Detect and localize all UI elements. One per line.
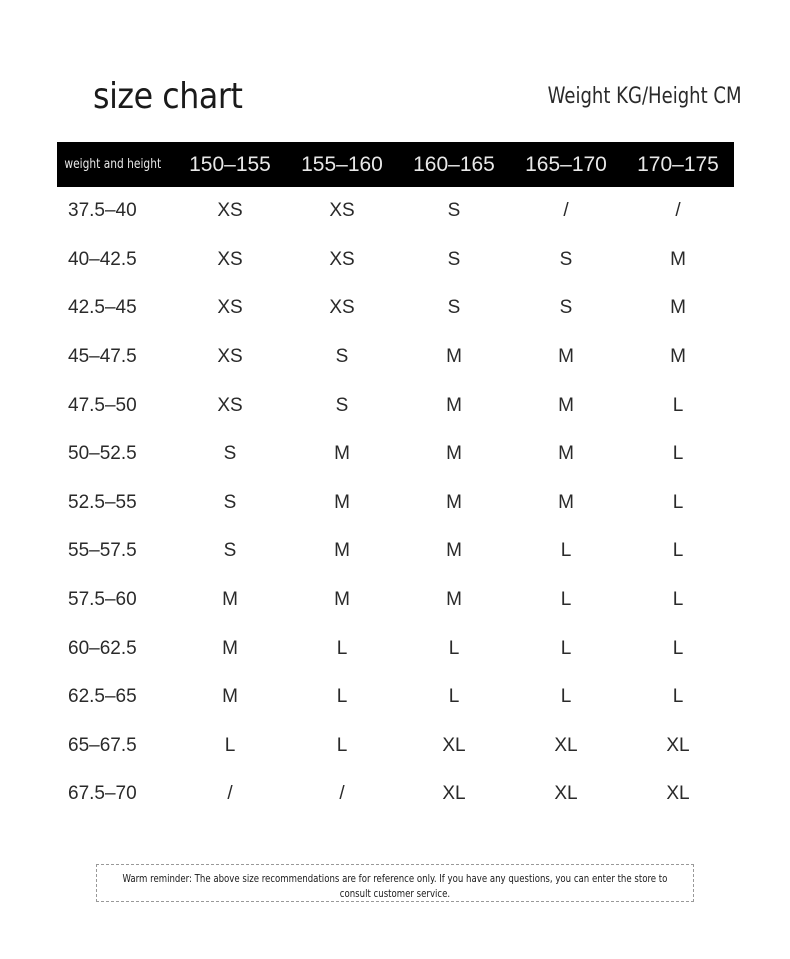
size-cell: L <box>672 686 684 708</box>
size-cell: / <box>339 783 345 805</box>
table-row <box>57 770 734 819</box>
weight-range-cell: 37.5–40 <box>68 200 137 222</box>
size-cell: M <box>446 346 462 368</box>
weight-range-cell: 47.5–50 <box>68 394 137 416</box>
size-cell: XL <box>666 734 690 756</box>
size-cell: XS <box>217 248 243 270</box>
size-cell: L <box>336 734 348 756</box>
table-row <box>57 479 734 528</box>
size-cell: S <box>447 248 461 270</box>
weight-range-cell: 50–52.5 <box>68 443 137 465</box>
size-cell: M <box>334 491 350 513</box>
header-height-160-165: 160–165 <box>413 152 495 176</box>
weight-range-cell: 60–62.5 <box>68 637 137 659</box>
table-row <box>57 624 734 673</box>
size-cell: L <box>560 637 572 659</box>
size-cell: L <box>672 443 684 465</box>
size-cell: M <box>558 443 574 465</box>
size-cell: S <box>447 297 461 319</box>
size-table-body <box>57 187 734 819</box>
table-row <box>57 576 734 625</box>
size-cell: XS <box>329 248 355 270</box>
size-cell: M <box>670 248 686 270</box>
weight-range-cell: 55–57.5 <box>68 540 137 562</box>
size-cell: M <box>446 589 462 611</box>
table-row <box>57 236 734 285</box>
size-cell: S <box>335 346 349 368</box>
table-row <box>57 381 734 430</box>
page-title: size chart <box>93 76 243 117</box>
size-cell: M <box>446 443 462 465</box>
warm-reminder-text: Warm reminder: The above size recommendations are for reference only. If you have any questions, you can enter the store to consult customer service. <box>122 872 668 900</box>
header-height-155-160: 155–160 <box>301 152 383 176</box>
size-cell: S <box>335 394 349 416</box>
table-row <box>57 527 734 576</box>
size-cell: M <box>670 346 686 368</box>
table-row <box>57 284 734 333</box>
size-cell: XS <box>217 394 243 416</box>
units-subtitle: Weight KG/Height CM <box>547 84 742 109</box>
weight-range-cell: 52.5–55 <box>68 491 137 513</box>
size-cell: L <box>560 589 572 611</box>
size-cell: XL <box>554 734 578 756</box>
size-cell: M <box>558 491 574 513</box>
table-row <box>57 430 734 479</box>
size-cell: M <box>558 394 574 416</box>
size-cell: M <box>558 346 574 368</box>
weight-range-cell: 42.5–45 <box>68 297 137 319</box>
size-cell: M <box>334 443 350 465</box>
size-cell: M <box>334 540 350 562</box>
size-cell: S <box>223 443 237 465</box>
size-cell: XS <box>329 200 355 222</box>
size-cell: M <box>446 394 462 416</box>
weight-range-cell: 40–42.5 <box>68 248 137 270</box>
size-cell: L <box>672 589 684 611</box>
size-cell: M <box>446 491 462 513</box>
warm-reminder-note <box>96 864 694 902</box>
table-header <box>57 142 734 187</box>
size-cell: XS <box>217 346 243 368</box>
size-cell: L <box>224 734 236 756</box>
weight-range-cell: 67.5–70 <box>68 783 137 805</box>
size-cell: L <box>560 686 572 708</box>
weight-range-cell: 57.5–60 <box>68 589 137 611</box>
size-cell: L <box>672 491 684 513</box>
header-height-150-155: 150–155 <box>189 152 271 176</box>
size-cell: L <box>336 686 348 708</box>
weight-range-cell: 45–47.5 <box>68 346 137 368</box>
size-cell: XS <box>217 200 243 222</box>
weight-range-cell: 62.5–65 <box>68 686 137 708</box>
size-cell: S <box>559 248 573 270</box>
size-cell: L <box>672 637 684 659</box>
size-cell: M <box>334 589 350 611</box>
table-row <box>57 333 734 382</box>
corner-label: weight and height <box>64 157 162 172</box>
weight-range-cell: 65–67.5 <box>68 734 137 756</box>
size-cell: XS <box>217 297 243 319</box>
size-cell: XL <box>442 783 466 805</box>
size-cell: L <box>336 637 348 659</box>
size-cell: XL <box>442 734 466 756</box>
size-cell: XS <box>329 297 355 319</box>
size-cell: L <box>448 637 460 659</box>
size-cell: S <box>447 200 461 222</box>
size-cell: M <box>446 540 462 562</box>
size-cell: XL <box>554 783 578 805</box>
size-cell: XL <box>666 783 690 805</box>
size-cell: S <box>223 491 237 513</box>
table-row <box>57 722 734 771</box>
size-cell: L <box>560 540 572 562</box>
size-cell: S <box>223 540 237 562</box>
size-cell: L <box>672 394 684 416</box>
size-cell: S <box>559 297 573 319</box>
table-row <box>57 187 734 236</box>
table-row <box>57 673 734 722</box>
size-cell: M <box>222 637 238 659</box>
size-cell: M <box>222 589 238 611</box>
size-cell: / <box>675 200 681 222</box>
size-cell: M <box>670 297 686 319</box>
size-cell: L <box>672 540 684 562</box>
size-cell: M <box>222 686 238 708</box>
header-height-165-170: 165–170 <box>525 152 607 176</box>
size-cell: / <box>563 200 569 222</box>
size-cell: L <box>448 686 460 708</box>
size-cell: / <box>227 783 233 805</box>
header-height-170-175: 170–175 <box>637 152 719 176</box>
